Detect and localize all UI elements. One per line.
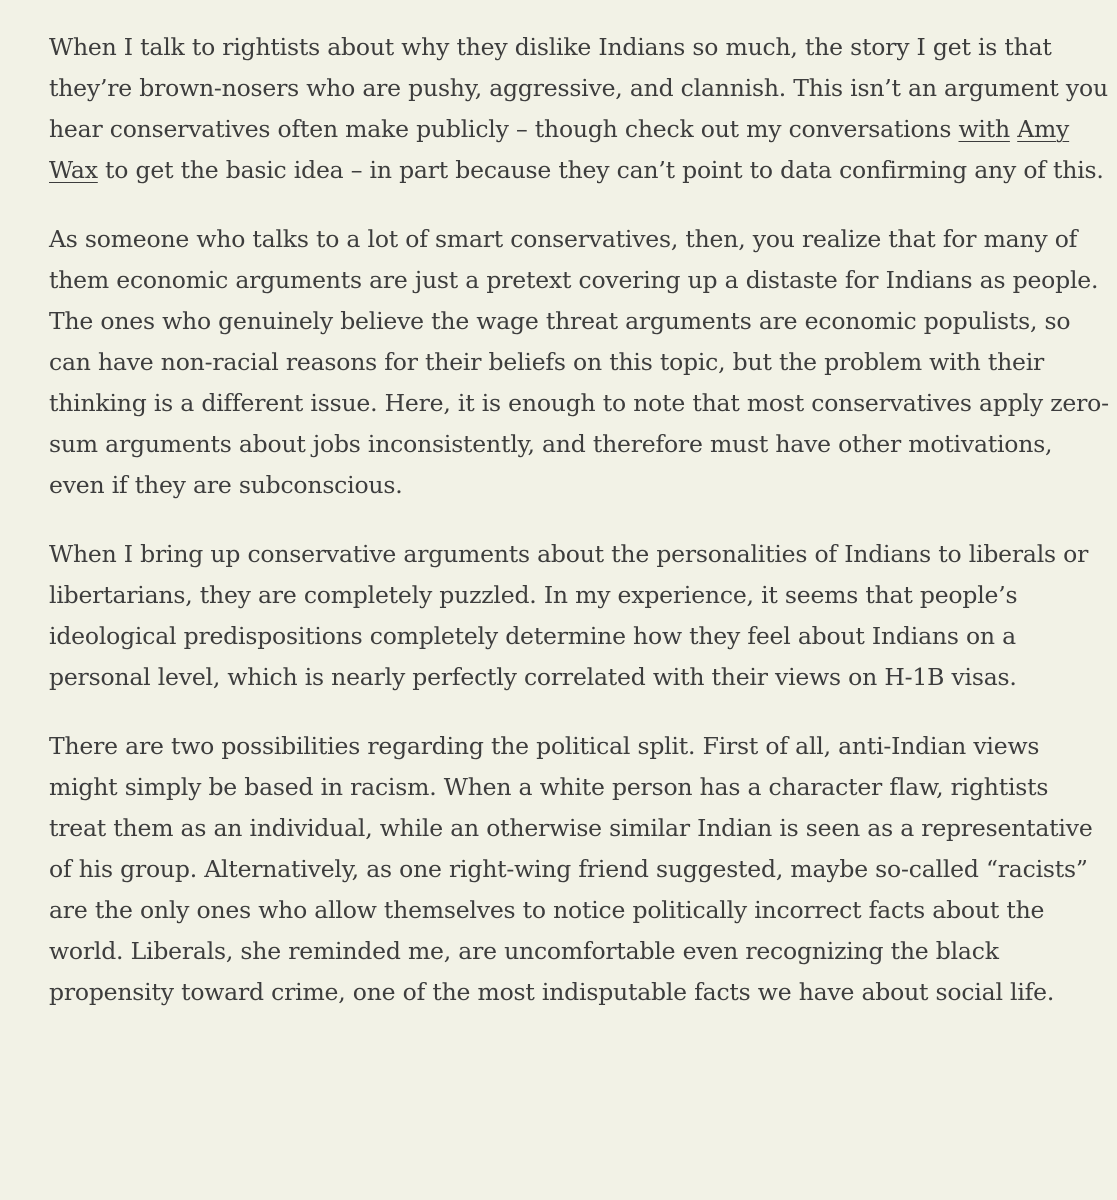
- paragraph-1: [49, 27, 1111, 191]
- paragraph-3: When I bring up conservative arguments about the personalities of Indians to liberals or libertarians, they are completely puzzled. In my experience, it seems that people’s ideological predispositions completely determine how they feel about Indians on a personal level, which is nearly perfectly correlated with their views on H-1B visas.: [49, 540, 1089, 691]
- article-body: [49, 27, 1111, 1041]
- paragraph-4: There are two possibilities regarding the political split. First of all, anti-Indian views might simply be based in racism. When a white person has a character flaw, rightists treat them as an individual, while an otherwise similar Indian is seen as a representative of his group. Alternatively, as one right-wing friend suggested, maybe so-called “racists” are the only ones who allow themselves to notice politically incorrect facts about the world. Liberals, she reminded me, are uncomfortable even recognizing the black propensity toward crime, one of the most indisputable facts we have about social life.: [49, 732, 1093, 1006]
- conversation-link-with[interactable]: with: [958, 115, 1010, 143]
- paragraph-1-text-start: When I talk to rightists about why they dislike Indians so much, the story I get is that they’re brown-nosers who are pushy, aggressive, and clannish. This isn’t an argument you hear conservatives often make publicly – though check out my conversations: [49, 33, 1108, 143]
- paragraph-2: As someone who talks to a lot of smart conservatives, then, you realize that for many of them economic arguments are just a pretext covering up a distaste for Indians as people. The ones who genuinely believe the wage threat arguments are economic populists, so can have non-racial reasons for their beliefs on this topic, but the problem with their thinking is a different issue. Here, it is enough to note that most conservatives apply zero-sum arguments about jobs inconsistently, and therefore must have other motivations, even if they are subconscious.: [49, 225, 1109, 499]
- paragraph-1-text-end: to get the basic idea – in part because they can’t point to data confirming any of this.: [97, 156, 1104, 184]
- conversation-link-amy-wax[interactable]: Amy Wax: [49, 115, 1070, 184]
